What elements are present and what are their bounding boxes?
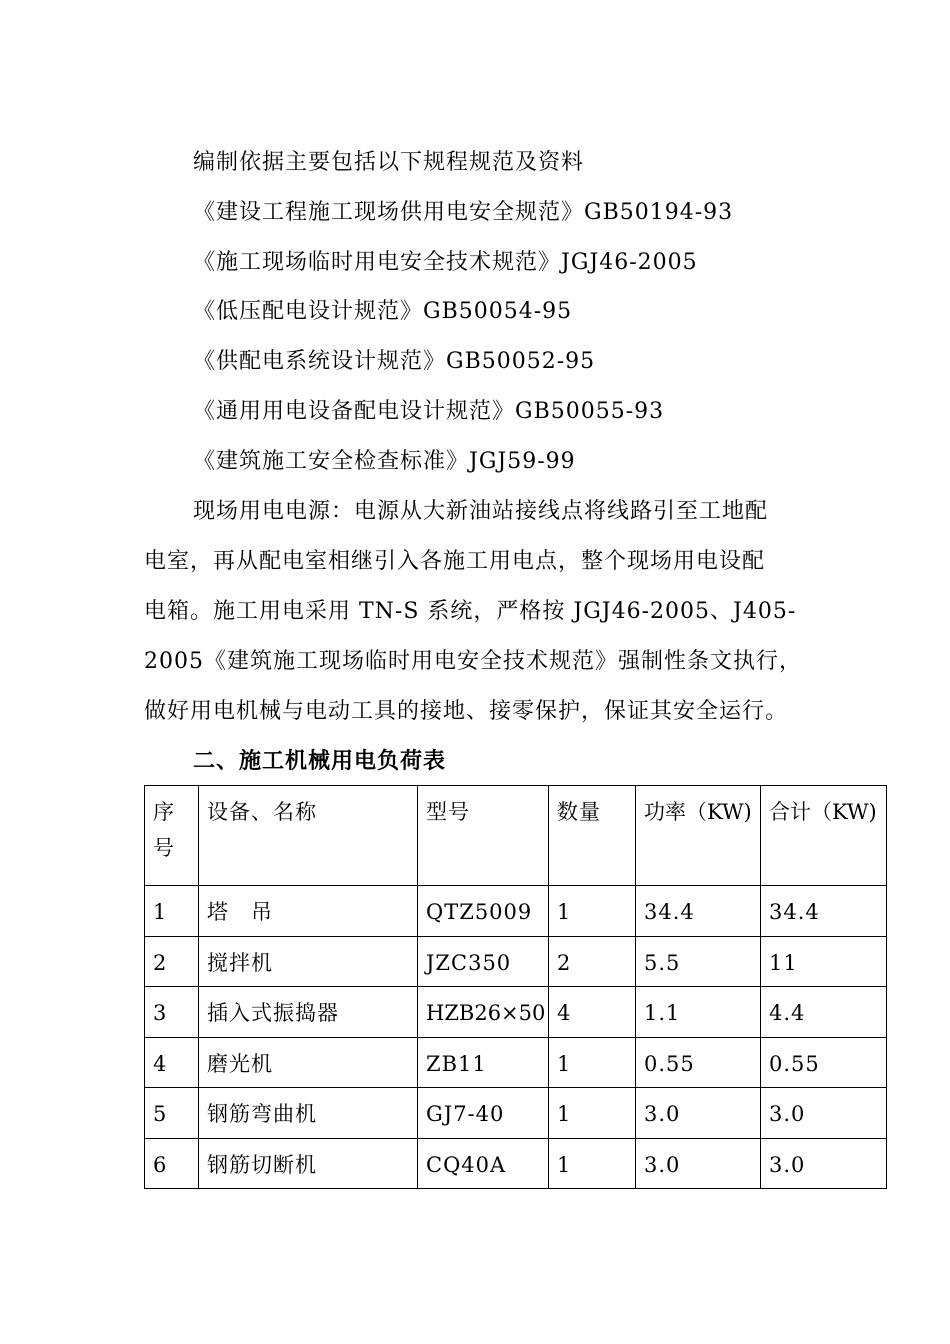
power-source-line: 现场用电电源：电源从大新油站接线点将线路引至工地配: [193, 499, 769, 524]
section-title: 二、施工机械用电负荷表: [193, 748, 447, 774]
cell-index: 1: [145, 886, 199, 937]
power-source-line: 电室，再从配电室相继引入各施工用电点，整个现场用电设配: [144, 549, 766, 574]
intro-paragraph: 编制依据主要包括以下规程规范及资料: [193, 150, 585, 175]
header-cell: 型号: [418, 786, 549, 886]
power-source-line: 做好用电机械与电动工具的接地、接零保护，保证其安全运行。: [144, 699, 789, 724]
cell-quantity: 1: [549, 1088, 636, 1139]
table-row: [145, 886, 887, 937]
table-row: [145, 1138, 887, 1189]
reference-item: 《建设工程施工现场供用电安全规范》GB50194-93: [193, 200, 734, 225]
cell-model: ZB11: [418, 1037, 549, 1088]
reference-item: 《施工现场临时用电安全技术规范》JGJ46-2005: [193, 250, 698, 275]
cell-quantity: 1: [549, 886, 636, 937]
cell-index: 4: [145, 1037, 199, 1088]
cell-equipment: 插入式振捣器: [199, 987, 418, 1038]
header-cell: 设备、名称: [199, 786, 418, 886]
cell-power: 3.0: [636, 1138, 761, 1189]
cell-quantity: 1: [549, 1037, 636, 1088]
cell-equipment: 钢筋切断机: [199, 1138, 418, 1189]
load-table: [144, 785, 887, 1189]
cell-power: 0.55: [636, 1037, 761, 1088]
cell-quantity: 2: [549, 936, 636, 987]
cell-model: GJ7-40: [418, 1088, 549, 1139]
table-row: [145, 1037, 887, 1088]
cell-power: 3.0: [636, 1088, 761, 1139]
cell-total: 11: [761, 936, 887, 987]
cell-model: HZB26×50: [418, 987, 549, 1038]
cell-equipment: 磨光机: [199, 1037, 418, 1088]
cell-power: 1.1: [636, 987, 761, 1038]
cell-index: 5: [145, 1088, 199, 1139]
cell-power: 5.5: [636, 936, 761, 987]
header-cell: 数量: [549, 786, 636, 886]
cell-model: QTZ5009: [418, 886, 549, 937]
power-source-line: 2005《建筑施工现场临时用电安全技术规范》强制性条文执行，: [144, 649, 802, 674]
reference-item: 《低压配电设计规范》GB50054-95: [193, 299, 573, 324]
cell-total: 3.0: [761, 1138, 887, 1189]
cell-equipment: 钢筋弯曲机: [199, 1088, 418, 1139]
cell-equipment: 搅拌机: [199, 936, 418, 987]
cell-total: 0.55: [761, 1037, 887, 1088]
header-cell: 合计（KW): [761, 786, 887, 886]
header-cell: 功率（KW): [636, 786, 761, 886]
table-row: [145, 936, 887, 987]
cell-total: 4.4: [761, 987, 887, 1038]
cell-index: 3: [145, 987, 199, 1038]
cell-model: CQ40A: [418, 1138, 549, 1189]
table-header-row: [145, 786, 887, 886]
cell-index: 2: [145, 936, 199, 987]
table-row: [145, 1088, 887, 1139]
table-row: [145, 987, 887, 1038]
header-cell: 序号: [145, 786, 199, 886]
cell-index: 6: [145, 1138, 199, 1189]
reference-item: 《通用用电设备配电设计规范》GB50055-93: [193, 399, 665, 424]
cell-power: 34.4: [636, 886, 761, 937]
cell-equipment: 塔 吊: [199, 886, 418, 937]
cell-model: JZC350: [418, 936, 549, 987]
reference-item: 《建筑施工安全检查标准》JGJ59-99: [193, 449, 576, 474]
cell-total: 34.4: [761, 886, 887, 937]
reference-item: 《供配电系统设计规范》GB50052-95: [193, 349, 596, 374]
power-source-line: 电箱。施工用电采用 TN-S 系统，严格按 JGJ46-2005、J405-: [144, 599, 797, 624]
cell-total: 3.0: [761, 1088, 887, 1139]
cell-quantity: 1: [549, 1138, 636, 1189]
cell-quantity: 4: [549, 987, 636, 1038]
